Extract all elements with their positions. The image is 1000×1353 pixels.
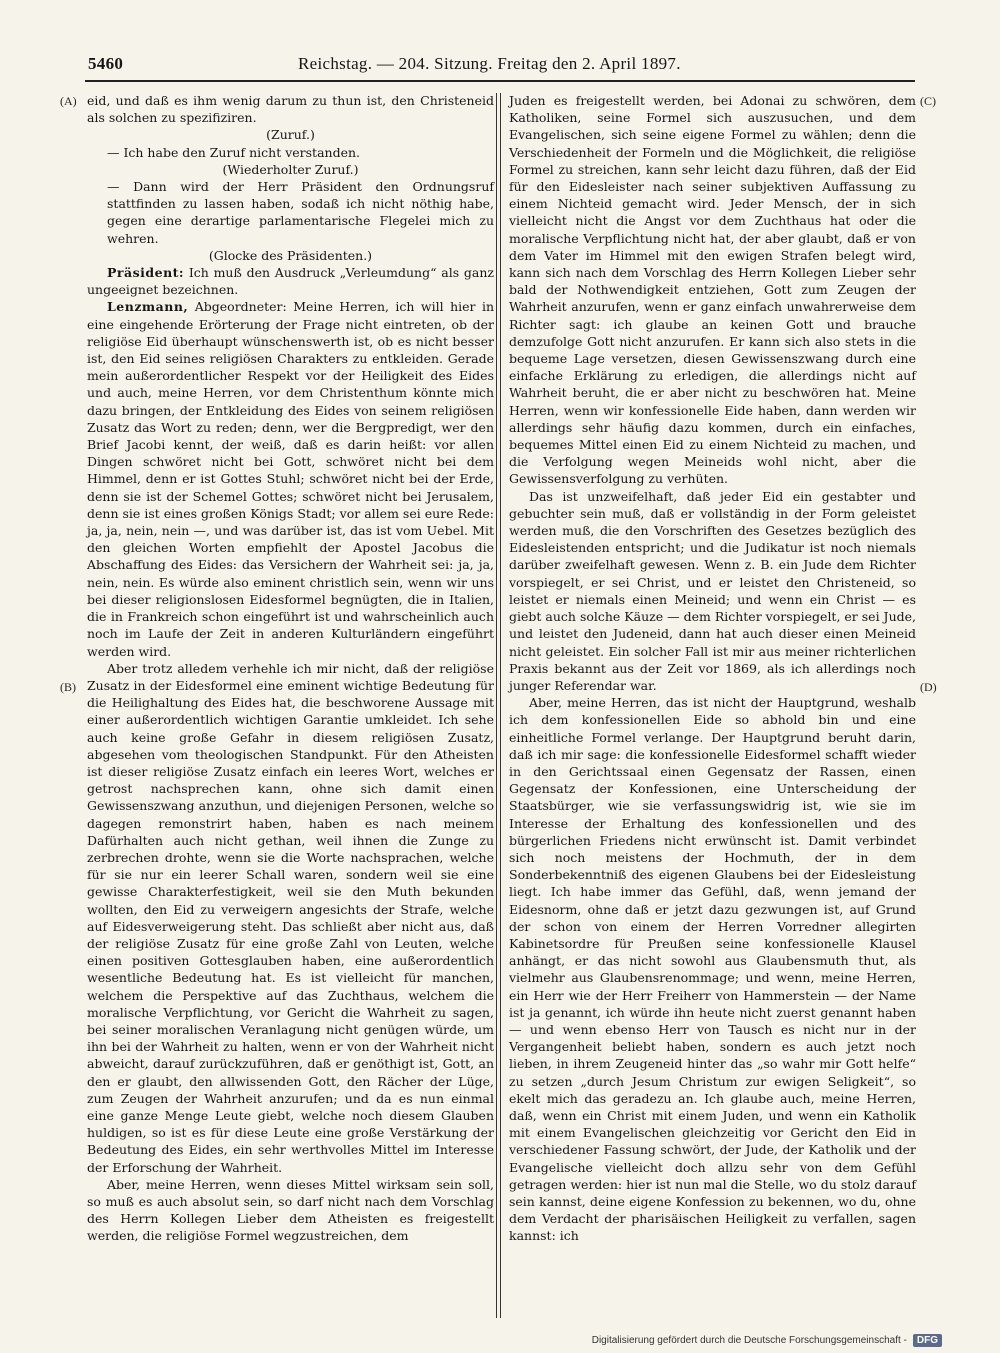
margin-marker-c: (C) <box>920 94 936 108</box>
paragraph <box>87 660 494 1176</box>
stage-direction <box>87 247 494 264</box>
paragraph-text: — Ich habe den Zuruf nicht verstanden. <box>107 144 360 160</box>
running-title: Reichstag. — 204. Sitzung. Freitag den 2. April 1897. <box>298 54 681 73</box>
paragraph <box>87 92 494 126</box>
header-rule <box>85 80 915 82</box>
paragraph <box>509 694 916 1245</box>
stage-direction <box>87 161 494 178</box>
speaker-name: Präsident: <box>107 265 185 281</box>
dfg-logo: DFG <box>913 1334 942 1347</box>
paragraph-text: Abgeordneter: Meine Herren, ich will hier in eine eingehende Erörterung der Frage nicht eintreten, ob der religiöse Eid überhaupt wünschenswerth ist, ob es nicht besser ist, den Eid seines religiösen Charakters zu entkleiden. Gerade mein außerordentlicher Respekt vor der Heiligkeit des Eides und auch, meine Herren, vor dem Christenthum könnte mich dazu bringen, der Entkleidung des Eides von seinem religiösen Zusatz das Wort zu reden; denn, wer die Bergpredigt, wer den Brief Jacobi kennt, der weiß, daß es darin heißt: vor allen Dingen schwöret nicht bei Gott, schwöret nicht bei dem Himmel, denn er ist Gottes Stuhl; schwöret nicht bei der Erde, denn sie ist der Schemel Gottes; schwöret nicht bei Jerusalem, denn sie ist eines großen Königs Stadt; vor allem sei eure Rede: ja, ja, nein, nein —, und was darüber ist, das ist vom Uebel. Mit den gleichen Worten empfiehlt der Apostel Jacobus die Abschaffung des Eides: das Versichern der Wahrheit sei: ja, ja, nein, nein. Es würde also eminent christlich sein, wenn wir uns bei dieser religionslosen Eidesformel begnügten, die in Italien, die in Frankreich schon eingeführt ist und wahrscheinlich auch noch im Laufe der Zeit in anderen Kulturländern eingeführt werden wird. <box>87 299 494 659</box>
column-separator <box>496 93 497 1318</box>
paragraph-text: (Glocke des Präsidenten.) <box>208 247 373 263</box>
margin-marker-a: (A) <box>60 94 77 108</box>
paragraph-text: Aber, meine Herren, das ist nicht der Hauptgrund, weshalb ich dem konfessionellen Eide so abhold bin und eine einheitliche Formel verlange. Der Hauptgrund beruht darin, daß ich mir sage: die konfessionelle Eidesformel schafft wieder in den Gerichtssaal einen Gegensatz der Rassen, einen Gegensatz der Konfessionen, eine Unterscheidung der Staatsbürger, wie sie verfassungswidrig ist, wie sie im Interesse der Erhaltung des konfessionellen und des bürgerlichen Friedens nicht erwünscht ist. Damit verbindet sich noch meistens der Hochmuth, der in dem Sonderbekenntniß des eigenen Glaubens bei der Eidesleistung liegt. Ich habe immer das Gefühl, daß, wenn jemand der Eidesnorm, ohne daß er jetzt dazu gezwungen ist, auf Grund der schon von einem der Herren Vorredner allegirten Kabinetsordre für Preußen seine konfessionelle Klausel anhängt, er das nicht sowohl aus Glaubensmuth thut, als vielmehr aus Glaubensrenommage; und wenn, meine Herren, ein Herr wie der Herr Freiherr von Hammerstein — der Name ist ja genannt, ich würde ihn heute nicht zuerst genannt haben — und wenn ebenso Herr von Tausch es nicht nur in der Vergangenheit beliebt haben, sondern es auch jetzt noch lieben, in ihrem Zeugeneid hinter das „so wahr mir Gott helfe“ zu setzen „durch Jesum Christum zur ewigen Seligkeit“, so ekelt mich das geradezu an. Ich glaube auch, meine Herren, daß, wenn ein Christ mit einem Juden, und wenn ein Katholik mit einem Evangelischen gleichzeitig vor Gericht den Eid in verschiedener Fassung schwört, der Jude, der Katholik und der Evangelische vielleicht doch allzu sehr von dem Gefühl getragen werden: hier ist nun mal die Stelle, wo du stolz darauf sein kannst, deine eigene Konfession zu bekennen, wo du, ohne dem Verdacht der pharisäischen Heiligkeit zu verfallen, sagen kannst: ich <box>509 695 916 1244</box>
paragraph <box>509 488 916 694</box>
paragraph-text: Das ist unzweifelhaft, daß jeder Eid ein gestabter und gebuchter sein muß, daß er vollständig in der Form geleistet werden muß, die den Vorschriften des Gesetzes bezüglich des Eidesleistenden entspricht; und die Judikatur ist noch niemals darüber zweifelhaft gewesen. Wenn z. B. ein Jude dem Richter vorspiegelt, er sei Christ, und er leistet den Christeneid, so leistet er niemals einen Meineid; und wenn ein Christ — es giebt auch solche Käuze — dem Richter vorspiegelt, er sei Jude, und leistet den Judeneid, dann hat auch dieser einen Meineid nicht geleistet. Ein solcher Fall ist mir aus meiner richterlichen Praxis bekannt aus der Zeit vor 1869, als ich allerdings noch junger Referendar war. <box>509 488 916 693</box>
paragraph-text: Ich muß den Ausdruck „Verleumdung“ als ganz ungeeignet bezeichnen. <box>87 265 494 298</box>
margin-marker-d: (D) <box>920 680 937 694</box>
page-number: 5460 <box>88 54 124 73</box>
paragraph-text: Aber trotz alledem verhehle ich mir nicht, daß der religiöse Zusatz in der Eidesformel eine eminent wichtige Bedeutung für die Heilighaltung des Eides hat, die beschworene Aussage mit einer außerordentlich wichtigen Garantie umkleidet. Ich sehe auch keine große Gefahr in diesem religiösen Zusatz, abgesehen vom theologischen Standpunkt. Für den Atheisten ist dieser religiöse Zusatz einfach ein leeres Wort, welches er getrost nachsprechen kann, ohne sich damit einen Gewissenszwang anzuthun, und diejenigen Personen, welche so dagegen remonstrirt haben, haben es nach meinem Dafürhalten auch nicht gethan, weil ihnen die Zunge zu zerbrechen drohte, wenn sie die Worte nachsprachen, welche für sie nur ein leerer Schall waren, sondern weil sie eine gewisse Charakterfestigkeit, weil sie den Muth bekunden wollten, den Eid zu verweigern angesichts der Strafe, welche auf Eidesverweigerung steht. Das schließt aber nicht aus, daß der religiöse Zusatz für eine große Zahl von Leuten, welche einen positiven Gottesglauben haben, eine außerordentlich wesentliche Bedeutung hat. Es ist vielleicht für manchen, welchem die Perspektive auf das Zuchthaus, welchem die moralische Verpflichtung, vor Gericht die Wahrheit zu sagen, bei seiner moralischen Veranlagung nicht genügen würde, um ihn bei der Wahrheit zu halten, wenn er von der Wahrheit nicht abweicht, darauf zurückzuführen, daß er genöthigt ist, Gott, an den er glaubt, den allwissenden Gott, den Rächer der Lüge, zum Zeugen der Wahrheit anzurufen; und da es nun einmal eine ganze Menge Leute giebt, welche noch diesem Glauben huldigen, so ist es für diese Leute eine große Verstärkung der Bedeutung des Eides, ein sehr werthvolles Mittel im Interesse der Erforschung der Wahrheit. <box>87 660 494 1175</box>
footer <box>592 1334 942 1347</box>
page-header <box>88 50 908 76</box>
paragraph <box>87 1176 494 1245</box>
margin-marker-b: (B) <box>60 680 76 694</box>
paragraph-text: (Zuruf.) <box>266 127 315 143</box>
paragraph-text: — Dann wird der Herr Präsident den Ordnungsruf stattfinden zu lassen haben, sodaß ich nicht nöthig habe, gegen eine derartige parlamentarische Flegelei mich zu wehren. <box>107 179 494 246</box>
left-column <box>87 92 494 1245</box>
speech-paragraph <box>87 298 494 659</box>
speaker-name: Lenzmann, <box>107 299 189 315</box>
interjection <box>87 178 494 247</box>
stage-direction <box>87 126 494 143</box>
interjection <box>87 144 494 161</box>
speech-paragraph <box>87 264 494 298</box>
footer-credit: Digitalisierung gefördert durch die Deutsche Forschungsgemeinschaft - <box>591 1335 907 1346</box>
paragraph-text: eid, und daß es ihm wenig darum zu thun ist, den Christeneid als solchen zu spezifiziren. <box>87 93 494 126</box>
right-column <box>509 92 916 1245</box>
paragraph-text: (Wiederholter Zuruf.) <box>222 161 359 177</box>
column-separator <box>500 93 501 1318</box>
paragraph-text: Juden es freigestellt werden, bei Adonai zu schwören, dem Katholiken, seine Formel sich auszusuchen, und dem Evangelischen, sich seine eigene Formel zu wählen; denn die Verschiedenheit der Formeln und die Möglichkeit, die religiöse Formel zu streichen, kann sehr leicht dazu führen, daß der Eid für den Eidesleister nach seiner subjektiven Auffassung zu einem Nichteid gemacht wird. Jeder Mensch, der in sich vielleicht nicht die Angst vor dem Zuchthaus hat oder die moralische Verpflichtung nicht hat, der aber glaubt, daß er von dem Vater im Himmel mit den ewigen Strafen belegt wird, kann sich nach dem Vorschlag des Herrn Kollegen Lieber sehr bald der Nothwendigkeit entziehen, Gott zum Zeugen der Wahrheit anzurufen, wenn er ganz einfach unwahrerweise dem Richter sagt: ich glaube an keinen Gott und brauche demzufolge Gott nicht anzurufen. Er kann sich also stets in die bequeme Lage versetzen, diesen Gewissenszwang durch eine einfache Erklärung zu erledigen, die allerdings nicht auf Wahrheit beruht, die er aber nicht zu beschwören hat. Meine Herren, wenn wir konfessionelle Eide haben, dann werden wir allerdings sehr häufig dazu kommen, durch ein einfaches, bequemes Mittel einen Eid zu einem Nichteid zu machen, und die Verfolgung wegen Meineids wohl nicht, aber die Gewissensverfolgung zu verhüten. <box>509 93 916 487</box>
paragraph <box>509 92 916 488</box>
paragraph-text: Aber, meine Herren, wenn dieses Mittel wirksam sein soll, so muß es auch absolut sein, so darf nicht nach dem Vorschlag des Herrn Kollegen Lieber dem Atheisten es freigestellt werden, die religiöse Formel wegzustreichen, dem <box>87 1176 494 1244</box>
